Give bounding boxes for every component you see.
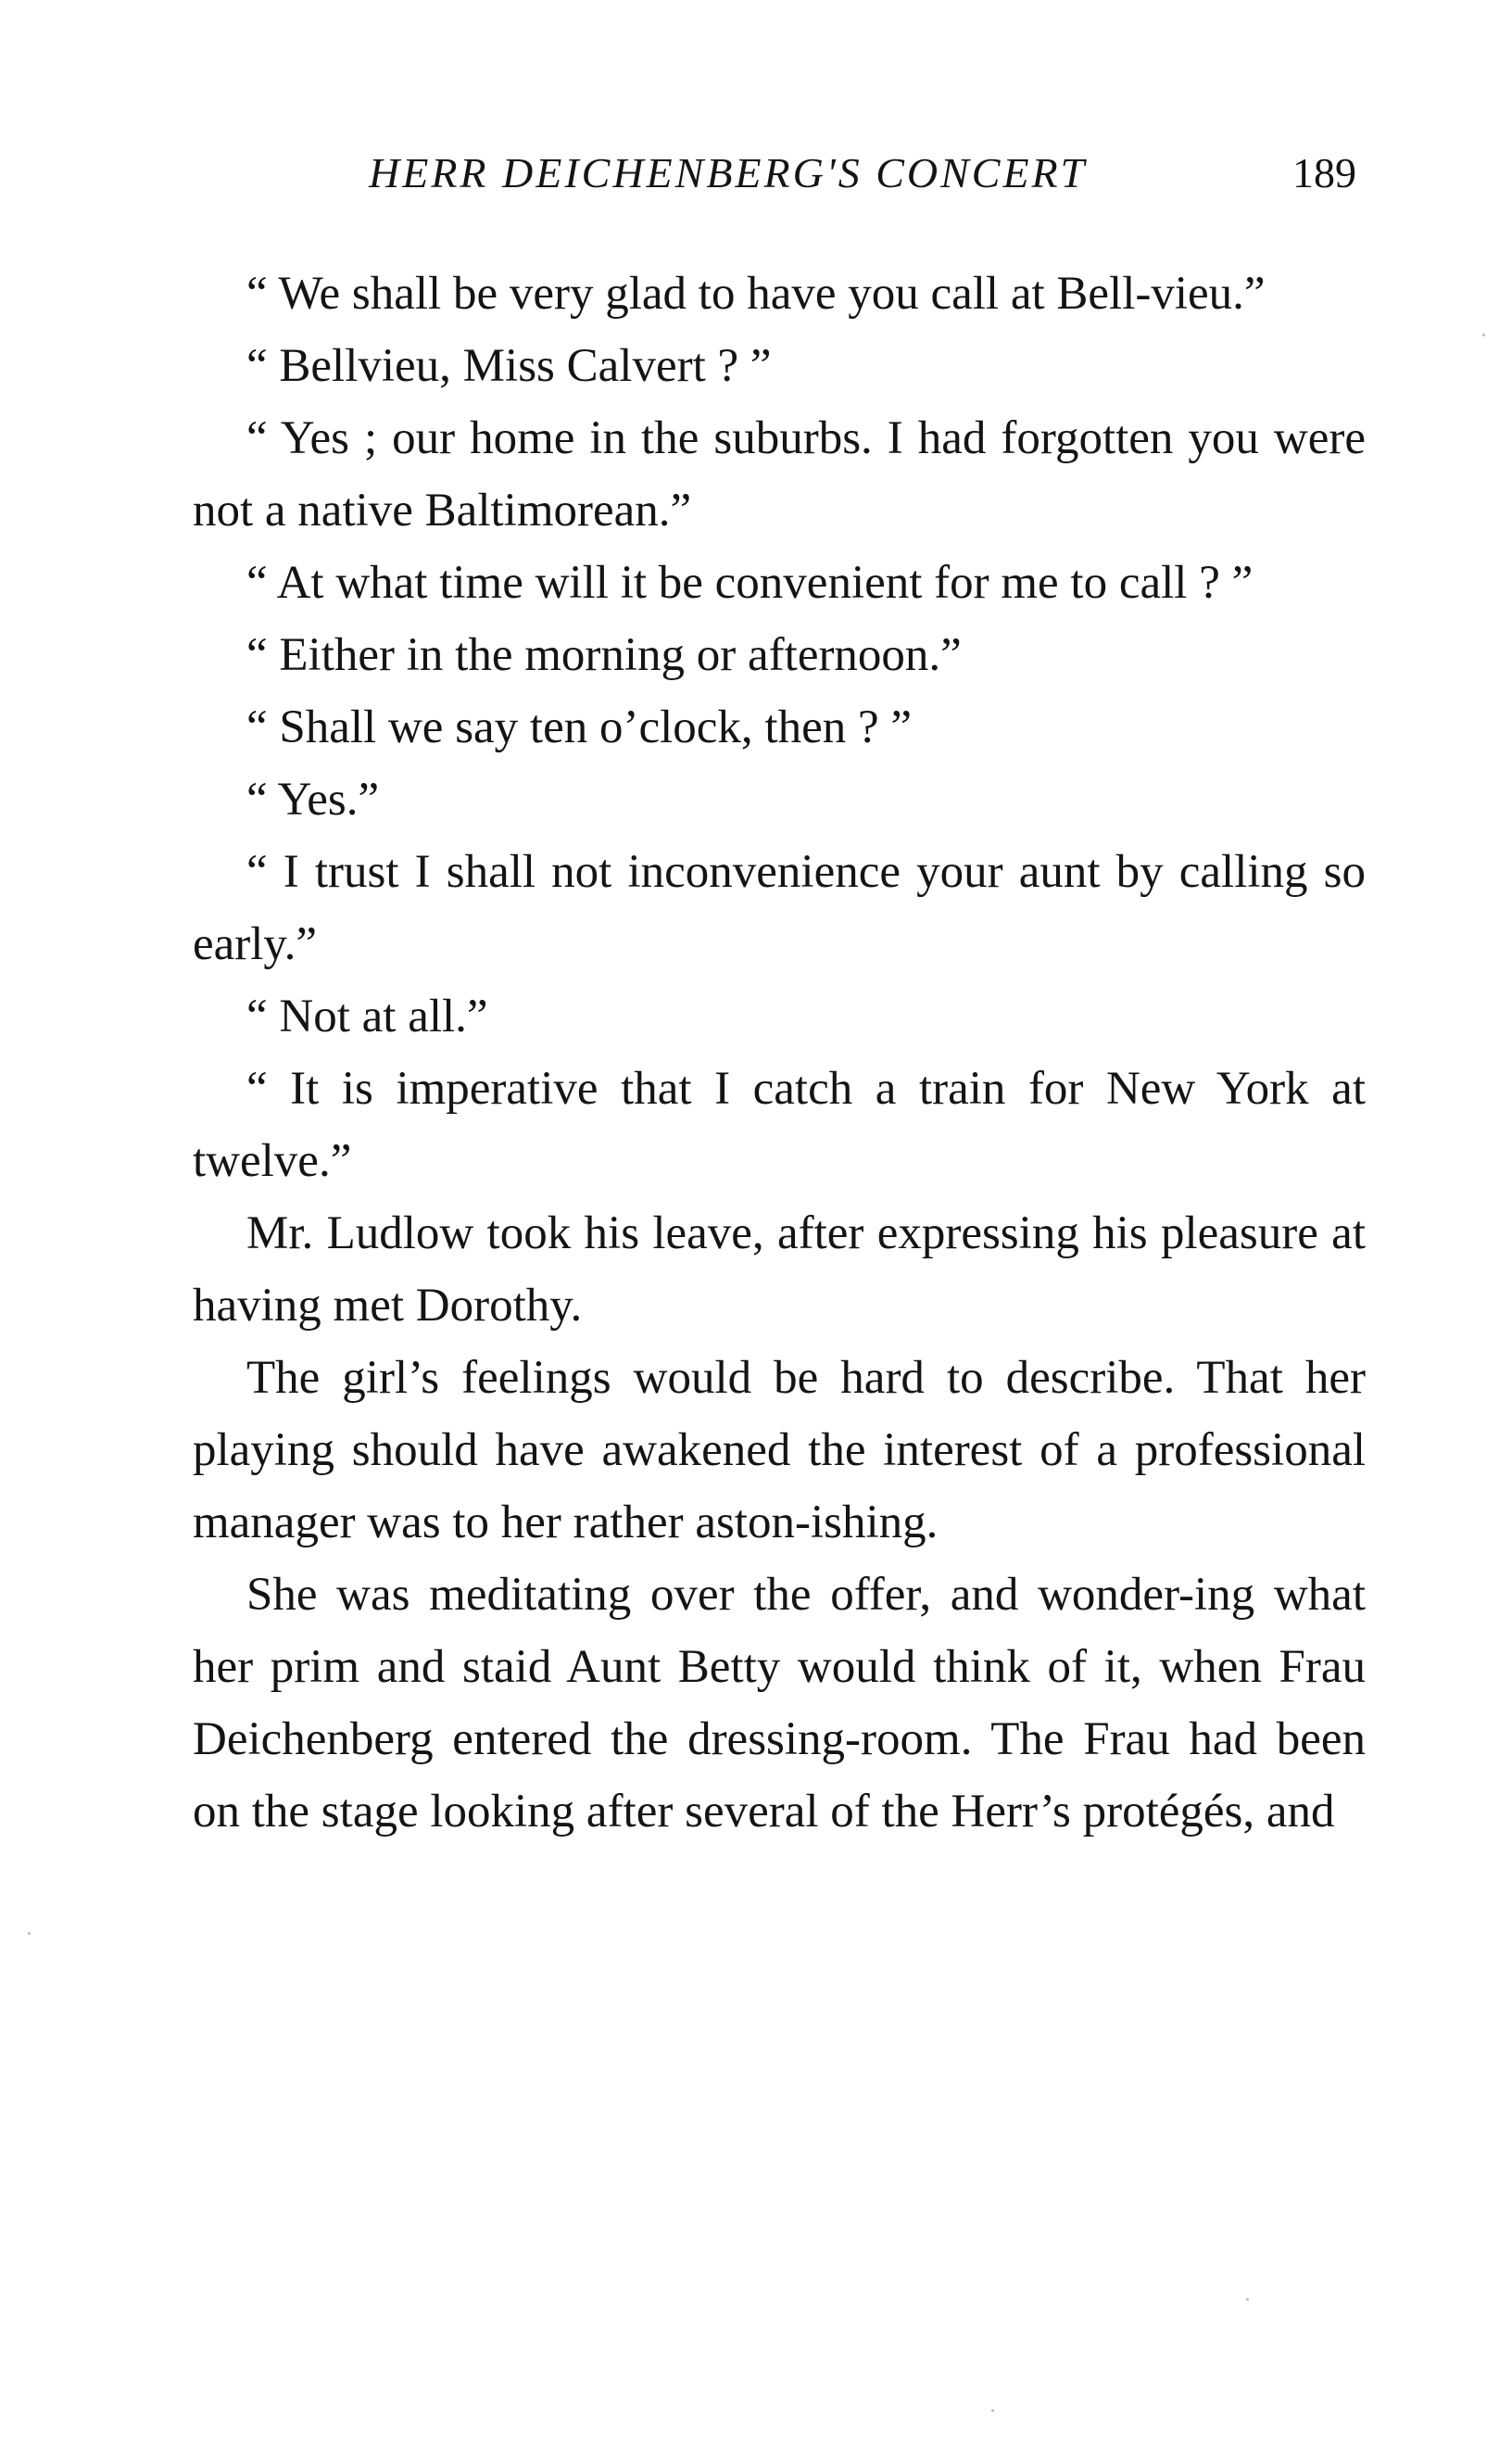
paper-speck [1246,2298,1249,2301]
paper-speck [1482,334,1485,336]
paragraph: The girl’s feelings would be hard to describe. That her playing should have awakened the interest of a professional manager was to her rather aston-ishing. [193,1352,1366,1548]
paragraph: “ Bellvieu, Miss Calvert ? ” [246,340,772,392]
paragraph: Mr. Ludlow took his leave, after expressing his pleasure at having met Dorothy. [193,1207,1366,1332]
body-text [193,258,1366,1848]
page-number: 189 [1292,149,1356,196]
paragraph: “ We shall be very glad to have you call at Bell-vieu.” [246,268,1266,320]
paragraph: She was meditating over the offer, and wonder-ing what her prim and staid Aunt Betty would think of it, when Frau Deichenberg entered the dressing-room. The Frau had been on the stage looking after several of the Herr’s protégés, and [193,1569,1366,1838]
paragraph: “ Yes ; our home in the suburbs. I had forgotten you were not a native Baltimorean.” [193,412,1366,537]
paragraph: “ At what time will it be convenient for me to call ? ” [246,557,1254,609]
paper-speck [28,1932,31,1935]
running-title: HERR DEICHENBERG'S CONCERT [369,149,1088,196]
paragraph: “ Yes.” [246,774,380,826]
paragraph: “ I trust I shall not inconvenience your aunt by calling so early.” [193,846,1366,970]
paper-speck [991,2409,994,2412]
paragraph: “ Shall we say ten o’clock, then ? ” [246,701,912,753]
paragraph: “ Not at all.” [246,991,488,1042]
paragraph: “ It is imperative that I catch a train for New York at twelve.” [193,1063,1366,1187]
paragraph: “ Either in the morning or afternoon.” [246,629,962,681]
page-header [0,148,1512,204]
